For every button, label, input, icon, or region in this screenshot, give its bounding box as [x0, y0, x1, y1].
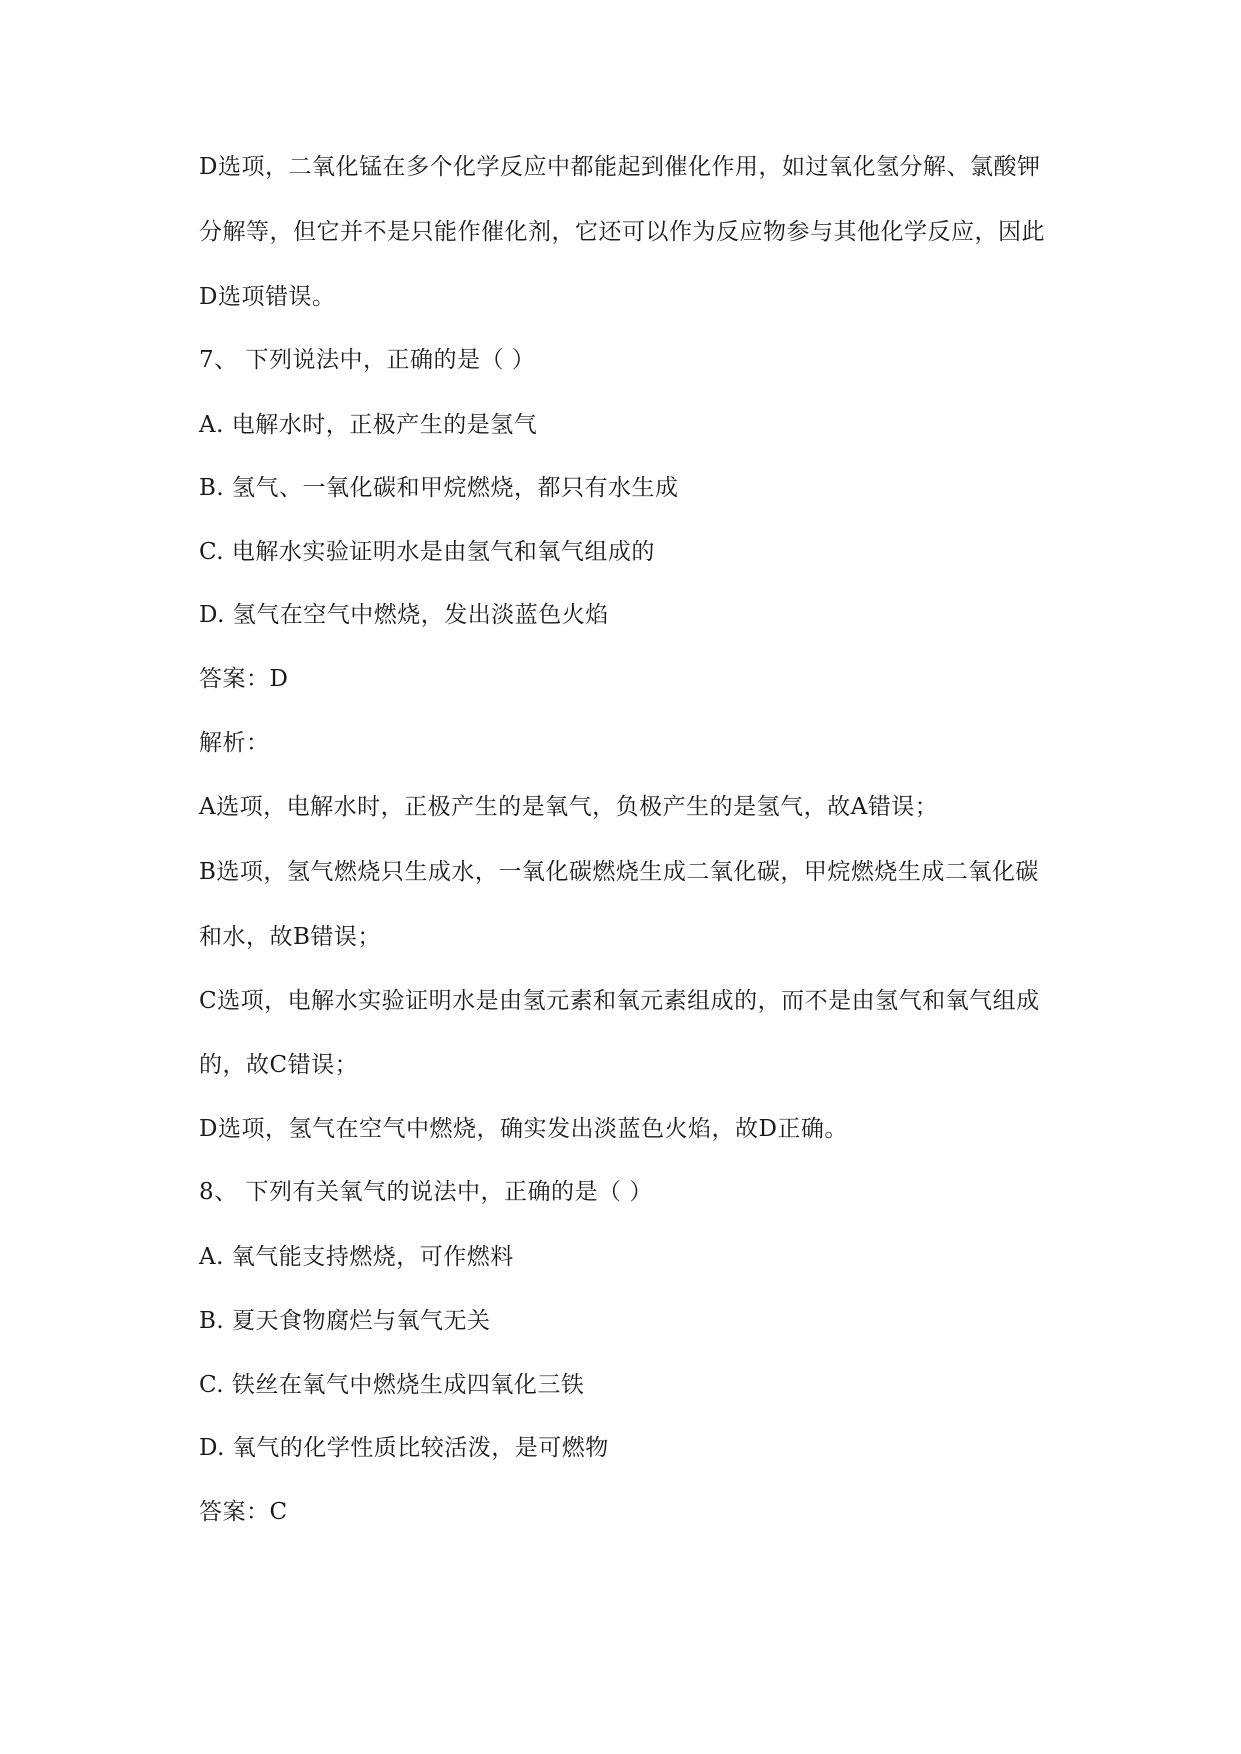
question-7-analysis-c-line-1: C选项，电解水实验证明水是由氢元素和氧元素组成的，而不是由氢气和氧气组成	[199, 988, 1040, 1014]
question-8-stem: 8、 下列有关氧气的说法中，正确的是（ ）	[199, 1179, 653, 1205]
question-7-option-a: A. 电解水时，正极产生的是氢气	[199, 412, 538, 438]
question-7-analysis-b-line-2: 和水，故B错误；	[199, 924, 381, 950]
question-7-analysis-heading: 解析：	[199, 730, 270, 756]
question-7-analysis-c-line-2: 的，故C错误；	[199, 1052, 359, 1078]
question-8-option-d: D. 氧气的化学性质比较活泼，是可燃物	[199, 1435, 609, 1461]
question-7-option-d: D. 氢气在空气中燃烧，发出淡蓝色火焰	[199, 602, 609, 628]
question-8-option-a: A. 氧气能支持燃烧，可作燃料	[199, 1244, 514, 1270]
question-7-analysis-b-line-1: B选项，氢气燃烧只生成水，一氧化碳燃烧生成二氧化碳，甲烷燃烧生成二氧化碳	[199, 859, 1039, 885]
question-7-option-c: C. 电解水实验证明水是由氢气和氧气组成的	[199, 539, 655, 565]
question-7-analysis-a: A选项，电解水时，正极产生的是氧气，负极产生的是氢气，故A错误；	[199, 794, 939, 820]
question-7-stem: 7、 下列说法中，正确的是（ ）	[199, 347, 536, 373]
question-8-option-c: C. 铁丝在氧气中燃烧生成四氧化三铁	[199, 1372, 585, 1398]
question-8-option-b: B. 夏天食物腐烂与氧气无关	[199, 1308, 491, 1334]
explanation-d-line-3: D选项错误。	[199, 284, 336, 310]
question-7-analysis-d: D选项，氢气在空气中燃烧，确实发出淡蓝色火焰，故D正确。	[199, 1116, 848, 1142]
explanation-d-line-2: 分解等，但它并不是只能作催化剂，它还可以作为反应物参与其他化学反应，因此	[199, 219, 1045, 245]
question-7-answer: 答案：D	[199, 666, 289, 692]
explanation-d-line-1: D选项，二氧化锰在多个化学反应中都能起到催化作用，如过氧化氢分解、氯酸钾	[199, 154, 1041, 180]
question-7-option-b: B. 氢气、一氧化碳和甲烷燃烧，都只有水生成	[199, 475, 679, 501]
question-8-answer: 答案：C	[199, 1499, 288, 1525]
